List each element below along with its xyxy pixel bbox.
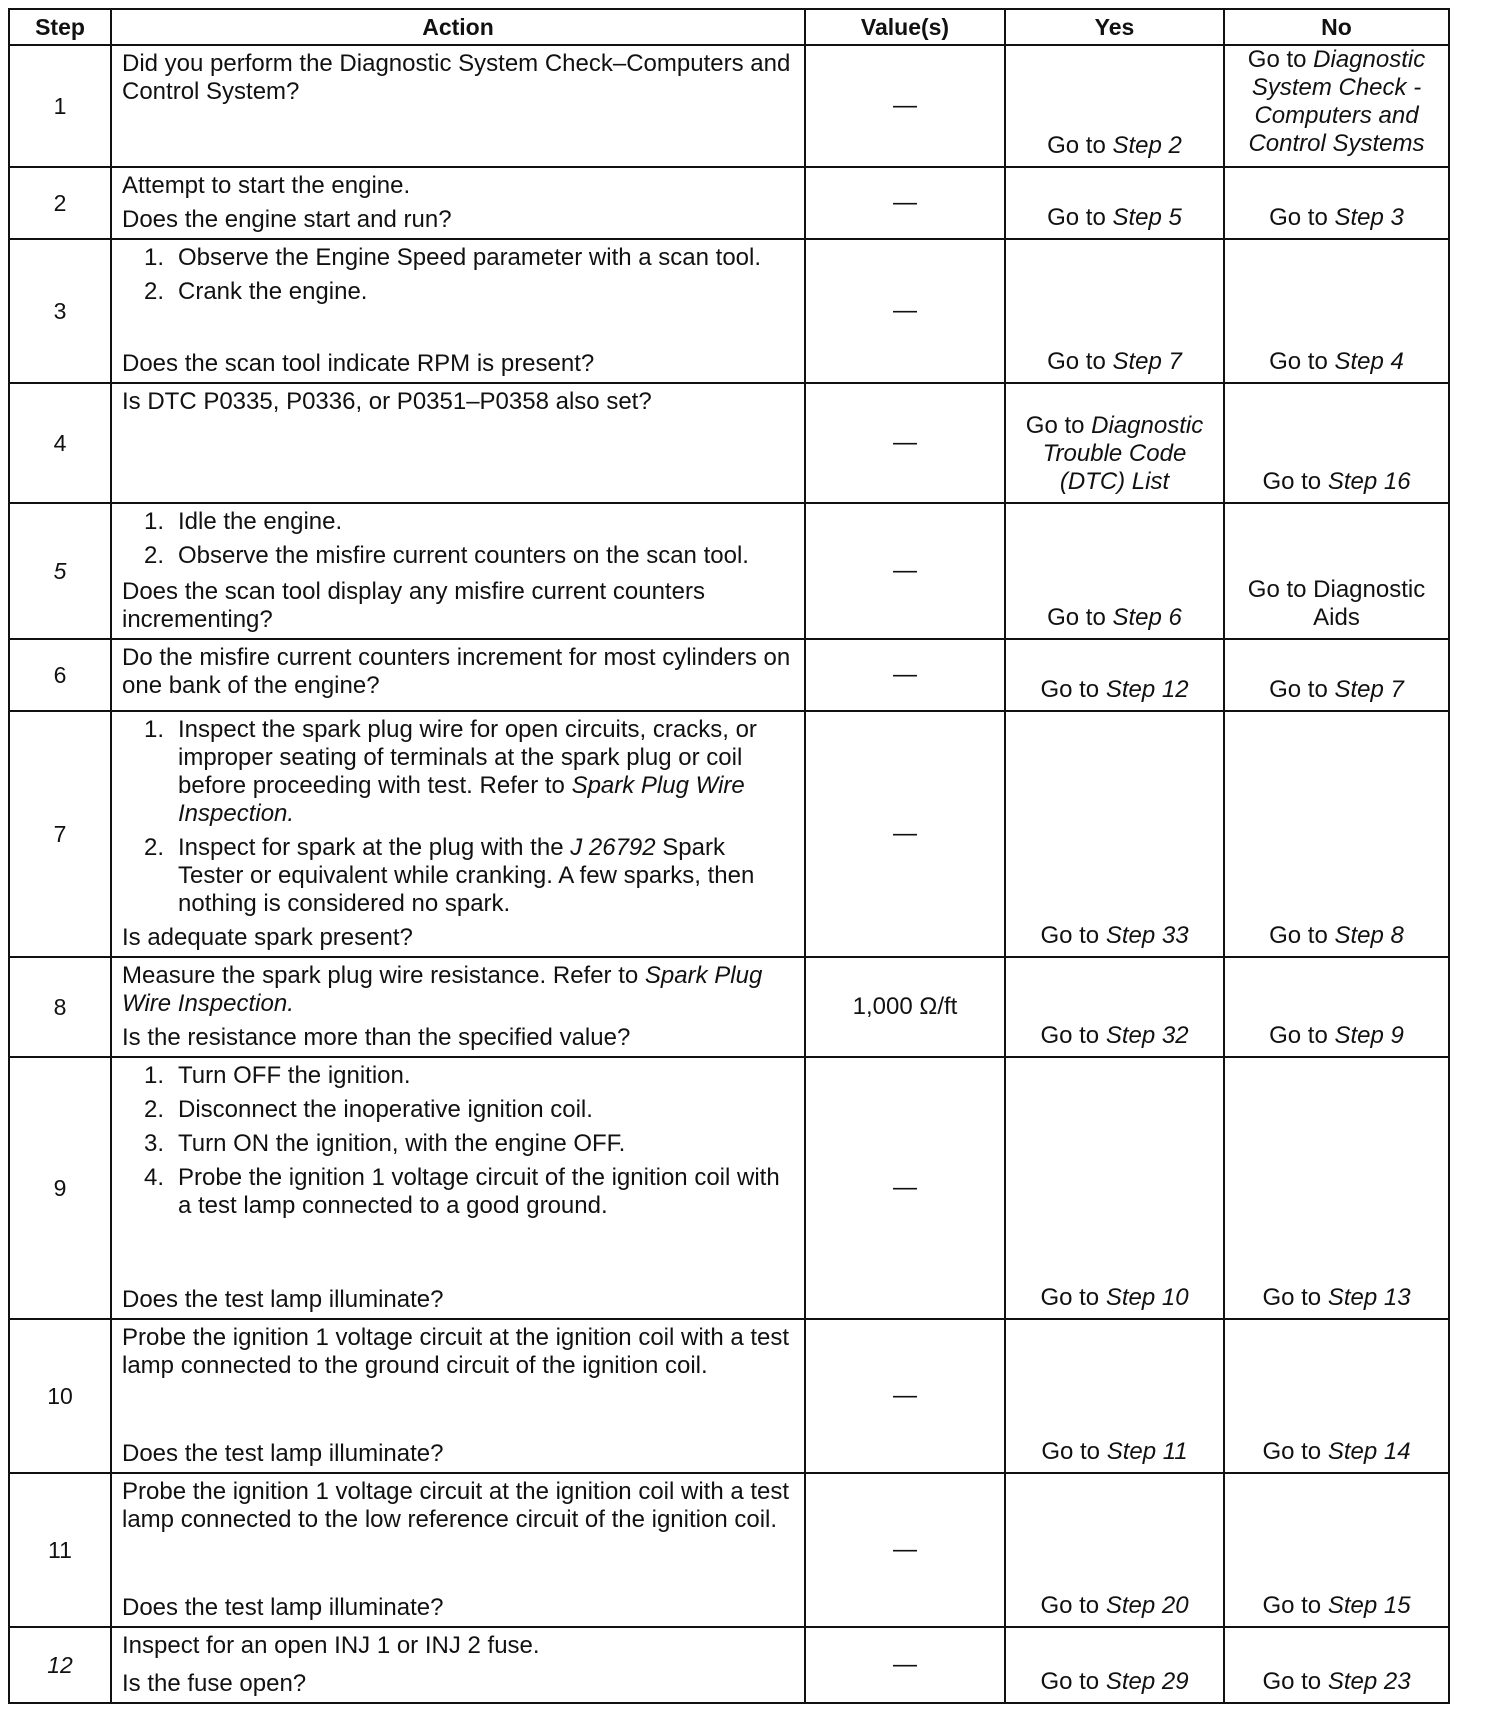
go-to-label: Go to xyxy=(1047,604,1113,631)
action-content xyxy=(122,644,794,706)
action-list-item xyxy=(122,1130,794,1158)
yes-destination: Step 10 xyxy=(1105,1284,1189,1311)
table-row xyxy=(9,1319,1449,1473)
value-cell: — xyxy=(805,239,1005,383)
action-list-item xyxy=(122,834,794,918)
action-content xyxy=(122,1062,794,1314)
no-destination: Step 13 xyxy=(1327,1284,1411,1311)
go-to-label: Go to xyxy=(1262,1284,1328,1311)
step-number: 1 xyxy=(9,45,111,167)
step-number: 12 xyxy=(9,1627,111,1703)
go-to-label: Go to xyxy=(1040,1592,1106,1619)
action-content xyxy=(122,50,794,162)
action-steps xyxy=(122,1062,794,1226)
no-destination: Step 15 xyxy=(1327,1592,1411,1619)
yes-cell xyxy=(1005,1473,1224,1627)
item-number: 4. xyxy=(144,1164,165,1191)
action-list-item xyxy=(122,1164,794,1220)
item-text: Crank the engine. xyxy=(178,278,368,305)
action-cell xyxy=(111,45,805,167)
step-number: 8 xyxy=(9,957,111,1057)
no-cell xyxy=(1224,383,1449,503)
step-number: 9 xyxy=(9,1057,111,1319)
yes-destination: Step 6 xyxy=(1112,604,1182,631)
no-cell xyxy=(1224,711,1449,957)
no-destination: Step 7 xyxy=(1334,676,1404,703)
action-steps xyxy=(122,1632,794,1666)
no-cell xyxy=(1224,503,1449,639)
yes-destination: Step 11 xyxy=(1106,1438,1188,1465)
reference-title: J 26792 xyxy=(570,834,656,861)
no-destination: Step 4 xyxy=(1334,348,1404,375)
item-text: Turn OFF the ignition. xyxy=(178,1062,411,1089)
action-list-item xyxy=(122,1096,794,1124)
item-text: Disconnect the inoperative ignition coil. xyxy=(178,1096,593,1123)
yes-destination: Step 12 xyxy=(1105,676,1189,703)
action-list-item xyxy=(122,508,794,536)
action-question: Does the engine start and run? xyxy=(122,206,452,233)
step-number: 7 xyxy=(9,711,111,957)
go-to-label: Go to xyxy=(1269,676,1335,703)
action-content xyxy=(122,1324,794,1468)
no-cell xyxy=(1224,45,1449,167)
table-row xyxy=(9,1057,1449,1319)
go-to-label: Go to xyxy=(1247,46,1314,73)
action-content xyxy=(122,1632,794,1698)
go-to-label: Go to xyxy=(1262,1668,1328,1695)
value-cell: — xyxy=(805,639,1005,711)
action-content xyxy=(122,1478,794,1622)
step-number: 5 xyxy=(9,503,111,639)
yes-destination: Step 33 xyxy=(1105,922,1189,949)
step-number: 6 xyxy=(9,639,111,711)
action-cell xyxy=(111,239,805,383)
action-question: Is the fuse open? xyxy=(122,1670,307,1697)
header-no: No xyxy=(1224,9,1449,45)
value-cell: — xyxy=(805,383,1005,503)
action-list-item xyxy=(122,1062,794,1090)
header-step: Step xyxy=(9,9,111,45)
no-destination: Step 14 xyxy=(1327,1438,1411,1465)
value-cell: — xyxy=(805,1627,1005,1703)
yes-cell xyxy=(1005,957,1224,1057)
action-steps xyxy=(122,1478,794,1540)
yes-destination: Step 32 xyxy=(1105,1022,1189,1049)
yes-cell xyxy=(1005,167,1224,239)
no-destination: Step 16 xyxy=(1327,468,1411,495)
action-cell xyxy=(111,957,805,1057)
no-destination: Step 3 xyxy=(1334,204,1404,231)
item-number: 2. xyxy=(144,278,165,305)
action-content xyxy=(122,716,794,952)
go-to-label: Go to xyxy=(1040,1668,1106,1695)
item-number: 1. xyxy=(144,716,165,743)
item-text: Inspect for spark at the plug with the J 26792 Spark Tester or equivalent while cranking. A few sparks, then nothing is considered no spark. xyxy=(178,834,755,917)
go-to-label: Go to xyxy=(1047,348,1113,375)
action-list-item xyxy=(122,716,794,828)
step-number: 2 xyxy=(9,167,111,239)
no-cell xyxy=(1224,1057,1449,1319)
yes-cell xyxy=(1005,45,1224,167)
action-cell xyxy=(111,1057,805,1319)
go-to-label: Go to xyxy=(1047,204,1113,231)
go-to-label: Go to xyxy=(1025,412,1092,439)
table-row xyxy=(9,957,1449,1057)
value-cell: — xyxy=(805,1319,1005,1473)
yes-destination: Diagnostic Trouble Code (DTC) List xyxy=(1042,412,1204,495)
action-steps xyxy=(122,508,794,576)
action-text: Do the misfire current counters increment for most cylinders on one bank of the engine? xyxy=(122,644,791,699)
value-cell: — xyxy=(805,711,1005,957)
yes-cell xyxy=(1005,239,1224,383)
go-to-label: Go to xyxy=(1269,204,1335,231)
diagnostic-table xyxy=(8,8,1450,1704)
yes-cell xyxy=(1005,1319,1224,1473)
yes-cell xyxy=(1005,1627,1224,1703)
action-list-item xyxy=(122,542,794,570)
no-destination: Step 8 xyxy=(1334,922,1404,949)
action-content xyxy=(122,962,794,1052)
table-row xyxy=(9,503,1449,639)
action-cell xyxy=(111,639,805,711)
table-row xyxy=(9,167,1449,239)
value-cell: — xyxy=(805,45,1005,167)
action-cell xyxy=(111,167,805,239)
action-question: Is adequate spark present? xyxy=(122,924,413,951)
action-cell xyxy=(111,1627,805,1703)
item-text: Inspect the spark plug wire for open circuits, cracks, or improper seating of terminals at the spark plug or coil before proceeding with test. Refer to Spark Plug Wire Inspection. xyxy=(178,716,757,827)
table-row xyxy=(9,639,1449,711)
value-cell: — xyxy=(805,1057,1005,1319)
go-to-label: Go to xyxy=(1040,1022,1106,1049)
go-to-label: Go to xyxy=(1269,922,1335,949)
item-number: 2. xyxy=(144,1096,165,1123)
action-question: Is the resistance more than the specified value? xyxy=(122,1024,631,1051)
action-question: Does the scan tool display any misfire current counters incrementing? xyxy=(122,578,705,633)
go-to-label: Go to xyxy=(1262,1438,1328,1465)
yes-destination: Step 5 xyxy=(1112,204,1182,231)
action-question: Does the test lamp illuminate? xyxy=(122,1594,444,1621)
action-steps xyxy=(122,172,794,206)
header-values: Value(s) xyxy=(805,9,1005,45)
action-text: Measure the spark plug wire resistance. Refer to Spark Plug Wire Inspection. xyxy=(122,962,763,1017)
action-cell xyxy=(111,503,805,639)
reference-title: Spark Plug Wire Inspection. xyxy=(122,962,763,1017)
action-question: Does the scan tool indicate RPM is present? xyxy=(122,350,595,377)
no-cell xyxy=(1224,957,1449,1057)
go-to-label: Go to xyxy=(1040,922,1106,949)
action-steps xyxy=(122,1324,794,1386)
reference-title: Spark Plug Wire Inspection. xyxy=(178,772,745,827)
table-row xyxy=(9,1473,1449,1627)
action-text: Is DTC P0335, P0336, or P0351–P0358 also set? xyxy=(122,388,652,415)
go-to-label: Go to xyxy=(1262,468,1328,495)
action-cell xyxy=(111,1473,805,1627)
go-to-label: Go to xyxy=(1040,1284,1106,1311)
item-text: Turn ON the ignition, with the engine OFF. xyxy=(178,1130,626,1157)
item-number: 2. xyxy=(144,834,165,861)
yes-cell xyxy=(1005,1057,1224,1319)
go-to-label: Go to xyxy=(1269,348,1335,375)
action-steps xyxy=(122,962,794,1024)
no-cell xyxy=(1224,167,1449,239)
go-to-label: Go to xyxy=(1269,1022,1335,1049)
action-steps xyxy=(122,644,794,706)
item-text: Idle the engine. xyxy=(178,508,343,535)
item-number: 1. xyxy=(144,244,165,271)
action-list-item xyxy=(122,278,794,306)
yes-cell xyxy=(1005,639,1224,711)
go-to-label: Go to xyxy=(1041,1438,1107,1465)
no-cell xyxy=(1224,639,1449,711)
no-cell xyxy=(1224,1627,1449,1703)
value-cell: — xyxy=(805,503,1005,639)
action-cell xyxy=(111,1319,805,1473)
action-steps xyxy=(122,244,794,312)
go-to-label: Go to xyxy=(1040,676,1106,703)
no-destination: Step 9 xyxy=(1334,1022,1404,1049)
header-action: Action xyxy=(111,9,805,45)
item-text: Probe the ignition 1 voltage circuit of the ignition coil with a test lamp connected to a good ground. xyxy=(178,1164,780,1219)
go-to-label: Go to xyxy=(1047,132,1113,159)
action-steps xyxy=(122,50,794,112)
yes-cell xyxy=(1005,503,1224,639)
action-text: Probe the ignition 1 voltage circuit at the ignition coil with a test lamp connected to the ground circuit of the ignition coil. xyxy=(122,1324,790,1379)
item-text: Observe the Engine Speed parameter with a scan tool. xyxy=(178,244,762,271)
header-yes: Yes xyxy=(1005,9,1224,45)
table-row xyxy=(9,1627,1449,1703)
no-destination: Diagnostic Aids xyxy=(1313,576,1426,631)
go-to-label: Go to xyxy=(1247,576,1314,603)
item-number: 1. xyxy=(144,508,165,535)
item-number: 1. xyxy=(144,1062,165,1089)
yes-destination: Step 29 xyxy=(1105,1668,1189,1695)
action-text: Attempt to start the engine. xyxy=(122,172,411,199)
step-number: 11 xyxy=(9,1473,111,1627)
action-question: Does the test lamp illuminate? xyxy=(122,1440,444,1467)
action-steps xyxy=(122,388,794,422)
step-number: 4 xyxy=(9,383,111,503)
table-body xyxy=(9,45,1449,1703)
action-content xyxy=(122,508,794,634)
action-list-item xyxy=(122,244,794,272)
action-content xyxy=(122,172,794,234)
yes-destination: Step 20 xyxy=(1105,1592,1189,1619)
go-to-label: Go to xyxy=(1262,1592,1328,1619)
item-number: 2. xyxy=(144,542,165,569)
action-text: Inspect for an open INJ 1 or INJ 2 fuse. xyxy=(122,1632,540,1659)
no-destination: Diagnostic System Check - Computers and Control Systems xyxy=(1248,46,1426,157)
yes-destination: Step 7 xyxy=(1112,348,1182,375)
action-question: Does the test lamp illuminate? xyxy=(122,1286,444,1313)
action-steps xyxy=(122,716,794,924)
no-cell xyxy=(1224,1473,1449,1627)
item-text: Observe the misfire current counters on the scan tool. xyxy=(178,542,749,569)
step-number: 10 xyxy=(9,1319,111,1473)
yes-cell xyxy=(1005,383,1224,503)
value-cell: 1,000 Ω/ft xyxy=(805,957,1005,1057)
yes-cell xyxy=(1005,711,1224,957)
action-content xyxy=(122,388,794,498)
step-number: 3 xyxy=(9,239,111,383)
action-cell xyxy=(111,711,805,957)
action-text: Probe the ignition 1 voltage circuit at the ignition coil with a test lamp connected to the low reference circuit of the ignition coil. xyxy=(122,1478,790,1533)
table-row xyxy=(9,239,1449,383)
table-row xyxy=(9,45,1449,167)
no-destination: Step 23 xyxy=(1327,1668,1411,1695)
table-row xyxy=(9,383,1449,503)
value-cell: — xyxy=(805,1473,1005,1627)
no-cell xyxy=(1224,239,1449,383)
action-cell xyxy=(111,383,805,503)
yes-destination: Step 2 xyxy=(1112,132,1182,159)
header-row xyxy=(9,9,1449,45)
item-number: 3. xyxy=(144,1130,165,1157)
table-row xyxy=(9,711,1449,957)
no-cell xyxy=(1224,1319,1449,1473)
action-text: Did you perform the Diagnostic System Check–Computers and Control System? xyxy=(122,50,791,105)
action-content xyxy=(122,244,794,378)
value-cell: — xyxy=(805,167,1005,239)
